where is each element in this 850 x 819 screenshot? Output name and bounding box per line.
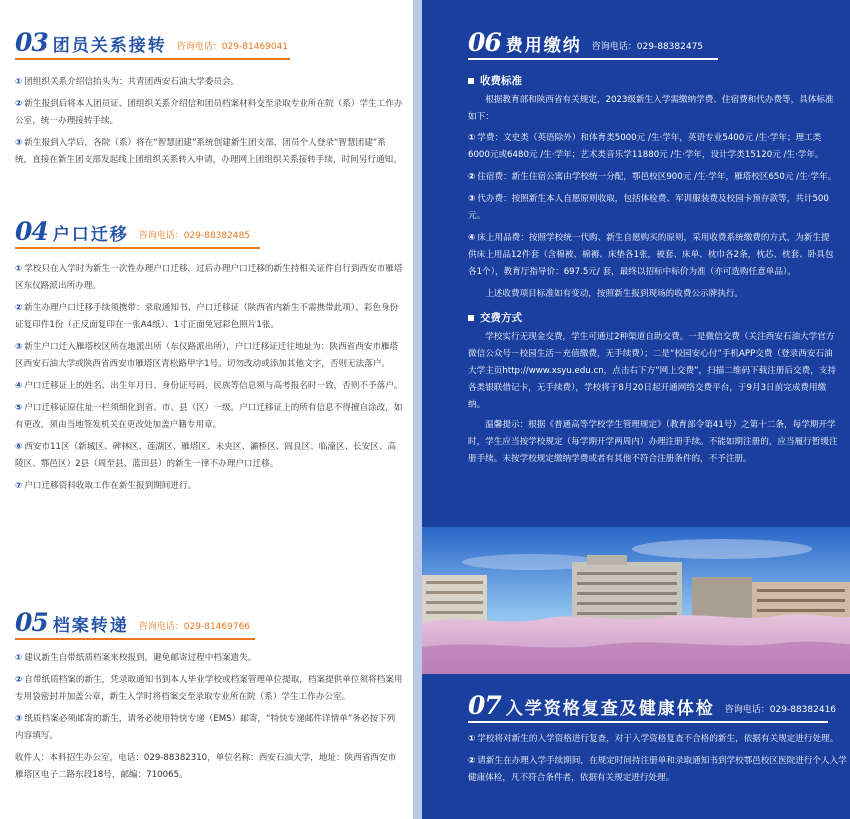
section-07-number: 07 bbox=[468, 691, 501, 720]
item-number: ③ bbox=[15, 341, 23, 352]
list-item bbox=[15, 339, 403, 373]
item-number: ② bbox=[468, 172, 476, 182]
section-04-body bbox=[15, 261, 403, 495]
item-text: 新生报到后将本人团员证、团组织关系介绍信和团员档案材料交至录取专业所在院（系）学生工作办公室，统一办理接转手续。 bbox=[15, 98, 403, 126]
list-item bbox=[468, 731, 848, 748]
list-item bbox=[15, 439, 403, 473]
item-text: 户口迁移证原住址一栏须细化到省、市、县（区）一级。户口迁移证上的所有信息不得擅自涂改，如有更改，须由当地签发机关在更改处加盖户籍专用章。 bbox=[15, 402, 403, 430]
list-item bbox=[15, 478, 403, 495]
item-number: ④ bbox=[15, 380, 23, 391]
section-05-number: 05 bbox=[15, 608, 48, 637]
mailing-address bbox=[15, 750, 403, 784]
section-05-header bbox=[15, 610, 403, 636]
section-07 bbox=[468, 693, 848, 792]
list-item bbox=[15, 74, 403, 91]
fee-intro: 根据教育部和陕西省有关规定，2023级新生入学需缴纳学费、住宿费和代办费等，具体标准如下： bbox=[468, 95, 834, 122]
item-text: 代办费：按照新生本人自愿原则收取，包括体检费、军训服装费及校园卡预存款等，共计500元。 bbox=[468, 194, 829, 221]
item-text: 请新生在办理入学手续期间，在规定时间持注册单和录取通知书到学校鄠邑校区医院进行个人入学健康体检，凡不符合条件者，依据有关规定进行处理。 bbox=[468, 755, 847, 783]
fee-standard-heading bbox=[468, 73, 838, 88]
section-03-body bbox=[15, 74, 403, 169]
item-text: 学校只在入学时为新生一次性办理户口迁移，过后办理户口迁移的新生持相关证件自行到西安市雁塔区东仪路派出所办理。 bbox=[15, 263, 403, 291]
section-03-number: 03 bbox=[15, 28, 48, 57]
square-bullet-icon bbox=[468, 315, 474, 321]
list-item bbox=[15, 378, 403, 395]
item-number: ③ bbox=[468, 194, 476, 204]
campus-photo bbox=[422, 527, 850, 674]
list-item bbox=[468, 169, 838, 186]
section-04-title: 户口迁移 bbox=[52, 225, 129, 245]
square-bullet-icon bbox=[468, 78, 474, 84]
section-05-phone: 咨询电话：029-81469766 bbox=[138, 622, 251, 632]
item-number: ② bbox=[15, 302, 23, 313]
item-text: 纸质档案必须邮寄的新生，请务必使用特快专递（EMS）邮寄，“特快专递邮件详情单”务必按下列内容填写。 bbox=[15, 713, 396, 741]
item-number: ② bbox=[468, 755, 476, 766]
section-06-phone: 咨询电话：029-88382475 bbox=[591, 42, 704, 52]
section-04-phone: 咨询电话：029-88382485 bbox=[138, 231, 251, 241]
item-number: ⑤ bbox=[15, 402, 23, 413]
item-text: 西安市11区（新城区、碑林区、莲湖区、雁塔区、未央区、灞桥区、阎良区、临潼区、长安区、高陵区、鄠邑区）2县（周至县、蓝田县）的新生一律不办理户口迁移。 bbox=[15, 441, 397, 469]
section-05-body bbox=[15, 650, 403, 784]
list-item bbox=[15, 711, 403, 745]
fee-standard-label: 收费标准 bbox=[480, 75, 522, 87]
item-text: 户口迁移证上的姓名、出生年月日、身份证号码、民族等信息须与高考报名时一致，否则不予落户。 bbox=[24, 380, 403, 391]
section-06-number: 06 bbox=[468, 28, 501, 57]
item-number: ⑥ bbox=[15, 441, 23, 452]
section-03 bbox=[15, 30, 403, 174]
item-number: ⑦ bbox=[15, 480, 23, 491]
section-04-number: 04 bbox=[15, 217, 48, 246]
list-item bbox=[468, 753, 848, 787]
payment-method-label: 交费方式 bbox=[480, 312, 522, 324]
section-04-header bbox=[15, 219, 403, 245]
section-06-title: 费用缴纳 bbox=[505, 36, 582, 56]
payment-method-text: 学校实行无现金交费，学生可通过2种渠道自助交费。一是微信交费（关注西安石油大学官方微信公众号－校园生活－充值缴费，无手续费）；二是“校园安心付”手机APP交费（登录西安石油大学主页http://www.xsyu.edu.cn，点击右下方“网上交费”，扫描二维码下载注册后交费，支持各类银联借记卡，无手续费），学校将于8月20日起开通网络交费平台，于9月3日前完成费用缴纳。 bbox=[468, 332, 836, 410]
item-text: 学校将对新生的入学资格进行复查，对于入学资格复查不合格的新生，依据有关规定进行处理。 bbox=[477, 733, 839, 744]
list-item bbox=[15, 300, 403, 334]
item-text: 新生户口迁入雁塔校区所在地派出所（东仪路派出所），户口迁移证迁往地址为：陕西省西安市雁塔区西安石油大学或陕西省西安市雁塔区青松路甲字1号。切勿改动或添加其他文字，否则无法落户。 bbox=[15, 341, 399, 369]
section-04 bbox=[15, 219, 403, 500]
item-number: ② bbox=[15, 674, 23, 685]
section-07-phone: 咨询电话：029-88382416 bbox=[724, 705, 837, 715]
item-text: 住宿费：新生住宿公寓由学校统一分配，鄠邑校区900元 /生·学年，雁塔校区650元 /生·学年。 bbox=[477, 172, 837, 182]
section-07-body bbox=[468, 731, 848, 787]
section-06-rule bbox=[468, 58, 718, 60]
item-text: 自带纸质档案的新生，凭录取通知书到本人毕业学校或档案管理单位提取，档案提供单位须将档案用专用袋密封并加盖公章，新生入学时将档案交至录取专业所在院（系）学生工作办公室。 bbox=[15, 674, 403, 702]
list-item bbox=[468, 230, 838, 281]
section-07-header bbox=[468, 693, 848, 719]
item-text: 户口迁移资料收取工作在新生报到期间进行。 bbox=[24, 480, 197, 491]
item-text: 床上用品费：按照学校统一代购、新生自愿购买的原则，采用收费系统缴费的方式，为新生提供床上用品12件套（含棉被、棉褥、床垫各1张，被套、床单、枕巾各2条，枕芯、枕套、卧具包各1个），教育厅指导价：697.5元/ 套，最终以招标中标价为准（亦可选购任意单品）。 bbox=[468, 233, 834, 277]
section-06-body bbox=[468, 66, 838, 473]
item-number: ① bbox=[468, 733, 476, 744]
section-03-header bbox=[15, 30, 403, 56]
registration-reminder: 温馨提示：根据《普通高等学校学生管理规定》（教育部令第41号）之第十二条，每学期开学时，学生应当按学校规定（每学期开学两周内）办理注册手续。不能如期注册的，应当履行暂缓注册手续。未按学校规定缴纳学费或者有其他不符合注册条件的，不予注册。 bbox=[468, 420, 838, 464]
item-number: ① bbox=[15, 263, 23, 274]
section-03-rule bbox=[15, 58, 290, 60]
section-06-header bbox=[468, 30, 838, 56]
item-number: ④ bbox=[468, 233, 476, 243]
right-panel bbox=[422, 0, 850, 819]
list-item bbox=[468, 191, 838, 225]
section-05-rule bbox=[15, 638, 255, 640]
item-number: ① bbox=[15, 652, 23, 663]
list-item bbox=[15, 135, 403, 169]
item-number: ② bbox=[15, 98, 23, 109]
item-text: 团组织关系介绍信抬头为：共青团西安石油大学委员会。 bbox=[24, 76, 240, 87]
list-item bbox=[15, 261, 403, 295]
fee-note: 上述收费项目标准如有变动，按照新生报到现场的收费公示牌执行。 bbox=[485, 289, 744, 299]
section-07-rule bbox=[468, 721, 828, 723]
item-number: ① bbox=[15, 76, 23, 87]
left-panel bbox=[0, 0, 413, 819]
list-item bbox=[15, 672, 403, 706]
item-text: 新生报到入学后，各院（系）将在“智慧团建”系统创建新生团支部，团员个人登录“智慧团建”系统，直接在新生团支部发起线上团组织关系转入申请，办理网上团组织关系接转手续，时间另行通知。 bbox=[15, 137, 402, 165]
section-03-phone: 咨询电话：029-81469041 bbox=[176, 42, 289, 52]
section-05-title: 档案转递 bbox=[52, 616, 129, 636]
list-item bbox=[15, 400, 403, 434]
item-text: 收件人：本科招生办公室，电话：029-88382310，单位名称：西安石油大学，地址：陕西省西安市雁塔区电子二路东段18号，邮编：710065。 bbox=[15, 752, 397, 780]
list-item bbox=[468, 130, 838, 164]
list-item bbox=[15, 96, 403, 130]
item-number: ① bbox=[468, 133, 476, 143]
section-06 bbox=[468, 30, 838, 60]
section-04-rule bbox=[15, 247, 260, 249]
page-fold-divider bbox=[413, 0, 422, 819]
list-item bbox=[15, 650, 403, 667]
payment-method-heading bbox=[468, 310, 838, 325]
item-text: 建议新生自带纸质档案来校报到，避免邮寄过程中档案遗失。 bbox=[24, 652, 257, 663]
section-07-title: 入学资格复查及健康体检 bbox=[505, 699, 715, 719]
section-03-title: 团员关系接转 bbox=[52, 36, 167, 56]
item-number: ③ bbox=[15, 137, 23, 148]
item-number: ③ bbox=[15, 713, 23, 724]
section-05 bbox=[15, 610, 403, 789]
item-text: 新生办理户口迁移手续须携带：录取通知书、户口迁移证（陕西省内新生不需携带此项）、彩色身份证复印件1份（正反面复印在一张A4纸）、1寸正面免冠彩色照片1张。 bbox=[15, 302, 399, 330]
item-text: 学费：文史类（英语除外）和体育类5000元 /生·学年，英语专业5400元 /生·学年；理工类6000元或6480元 /生·学年；艺术类音乐学11880元 /生·学年，设计学类15120元 /生·学年。 bbox=[468, 133, 824, 160]
